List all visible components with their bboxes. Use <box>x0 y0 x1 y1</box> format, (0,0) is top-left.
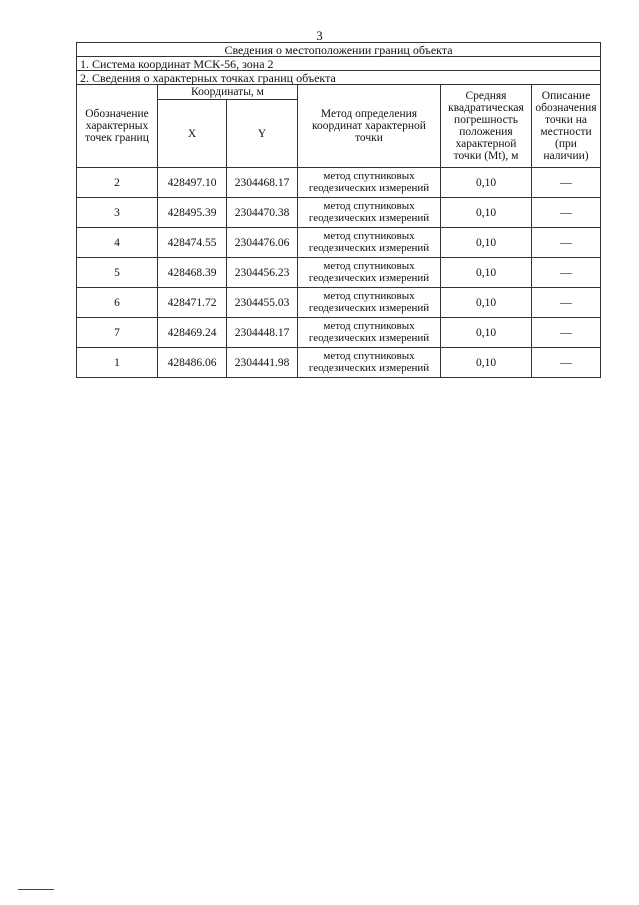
page-number: 3 <box>316 28 323 43</box>
point-number-cell: 7 <box>77 318 158 348</box>
y-coordinate-cell: 2304456.23 <box>227 258 298 288</box>
point-number-cell: 5 <box>77 258 158 288</box>
coordinate-system-row: 1. Система координат МСК-56, зона 2 <box>77 57 601 71</box>
description-cell: — <box>532 348 601 378</box>
method-cell: метод спутниковых геодезических измерений <box>298 198 441 228</box>
y-coordinate-cell: 2304476.06 <box>227 228 298 258</box>
method-cell: метод спутниковых геодезических измерений <box>298 288 441 318</box>
y-coordinate-cell: 2304470.38 <box>227 198 298 228</box>
table-row <box>77 288 601 318</box>
y-coordinate-cell: 2304455.03 <box>227 288 298 318</box>
point-number-cell: 6 <box>77 288 158 318</box>
point-number-cell: 4 <box>77 228 158 258</box>
points-section-row: 2. Сведения о характерных точках границ объекта <box>77 71 601 85</box>
error-cell: 0,10 <box>441 258 532 288</box>
point-number-cell: 3 <box>77 198 158 228</box>
error-cell: 0,10 <box>441 228 532 258</box>
description-cell: — <box>532 168 601 198</box>
table-row <box>77 168 601 198</box>
y-coordinate-cell: 2304448.17 <box>227 318 298 348</box>
method-cell: метод спутниковых геодезических измерений <box>298 348 441 378</box>
x-coordinate-cell: 428471.72 <box>158 288 227 318</box>
x-coordinate-cell: 428474.55 <box>158 228 227 258</box>
header-description: Описание обозначения точки на местности (при наличии) <box>532 85 601 168</box>
table-row <box>77 318 601 348</box>
description-cell: — <box>532 288 601 318</box>
point-number-cell: 2 <box>77 168 158 198</box>
header-x: X <box>158 100 227 168</box>
error-cell: 0,10 <box>441 168 532 198</box>
table-row <box>77 348 601 378</box>
description-cell: — <box>532 318 601 348</box>
error-cell: 0,10 <box>441 288 532 318</box>
method-cell: метод спутниковых геодезических измерений <box>298 258 441 288</box>
table-title: Сведения о местоположении границ объекта <box>77 43 601 57</box>
signature-line <box>18 889 54 890</box>
point-number-cell: 1 <box>77 348 158 378</box>
description-cell: — <box>532 228 601 258</box>
header-coordinates: Координаты, м <box>158 85 298 100</box>
error-cell: 0,10 <box>441 198 532 228</box>
x-coordinate-cell: 428486.06 <box>158 348 227 378</box>
boundary-points-table <box>76 42 601 378</box>
x-coordinate-cell: 428469.24 <box>158 318 227 348</box>
header-y: Y <box>227 100 298 168</box>
x-coordinate-cell: 428468.39 <box>158 258 227 288</box>
table-row <box>77 198 601 228</box>
table-row <box>77 228 601 258</box>
y-coordinate-cell: 2304468.17 <box>227 168 298 198</box>
error-cell: 0,10 <box>441 348 532 378</box>
header-method: Метод определения координат характерной точки <box>298 85 441 168</box>
table-row <box>77 258 601 288</box>
x-coordinate-cell: 428495.39 <box>158 198 227 228</box>
x-coordinate-cell: 428497.10 <box>158 168 227 198</box>
header-designation: Обозначение характерных точек границ <box>77 85 158 168</box>
y-coordinate-cell: 2304441.98 <box>227 348 298 378</box>
method-cell: метод спутниковых геодезических измерений <box>298 168 441 198</box>
header-error: Средняя квадратическая погрешность положения характерной точки (Mt), м <box>441 85 532 168</box>
method-cell: метод спутниковых геодезических измерений <box>298 318 441 348</box>
description-cell: — <box>532 198 601 228</box>
description-cell: — <box>532 258 601 288</box>
error-cell: 0,10 <box>441 318 532 348</box>
method-cell: метод спутниковых геодезических измерений <box>298 228 441 258</box>
